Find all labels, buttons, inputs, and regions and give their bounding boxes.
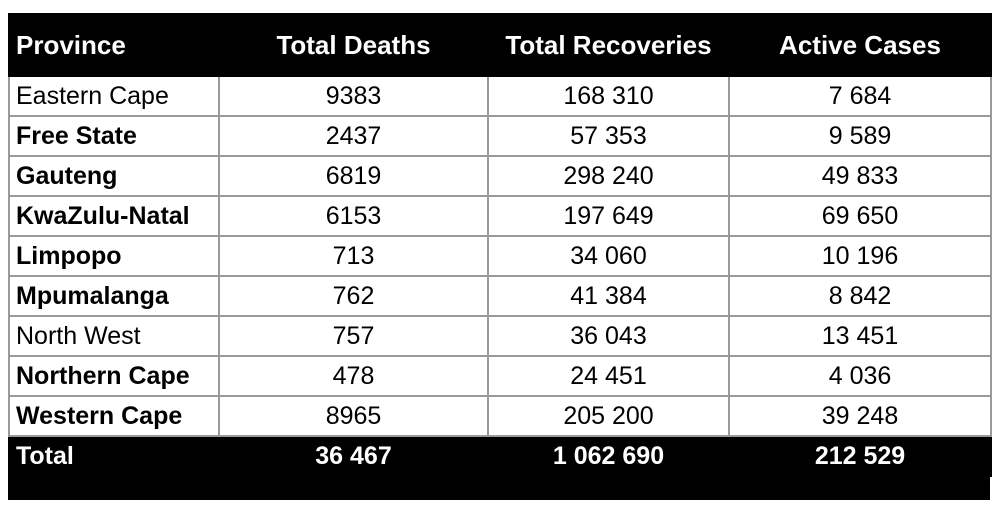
- cell-province: Eastern Cape: [9, 76, 219, 116]
- table-row: [9, 396, 991, 436]
- cell-deaths: 757: [219, 316, 488, 356]
- province-stats-table-container: [8, 13, 990, 500]
- cell-recoveries: 197 649: [488, 196, 729, 236]
- cell-active: 39 248: [729, 396, 991, 436]
- cell-province: Limpopo: [9, 236, 219, 276]
- cell-recoveries: 298 240: [488, 156, 729, 196]
- cell-recoveries: 168 310: [488, 76, 729, 116]
- cell-active: 7 684: [729, 76, 991, 116]
- cell-deaths: 8965: [219, 396, 488, 436]
- table-total-row: [9, 436, 991, 476]
- cell-deaths: 2437: [219, 116, 488, 156]
- total-label: Total: [9, 436, 219, 476]
- cell-province: Northern Cape: [9, 356, 219, 396]
- cell-province: North West: [9, 316, 219, 356]
- cell-province: Western Cape: [9, 396, 219, 436]
- header-active-cases: Active Cases: [729, 14, 991, 76]
- cell-recoveries: 205 200: [488, 396, 729, 436]
- cell-deaths: 9383: [219, 76, 488, 116]
- cell-active: 8 842: [729, 276, 991, 316]
- cell-recoveries: 41 384: [488, 276, 729, 316]
- cell-active: 10 196: [729, 236, 991, 276]
- province-stats-table: [8, 13, 992, 477]
- cell-province: KwaZulu-Natal: [9, 196, 219, 236]
- cell-active: 9 589: [729, 116, 991, 156]
- table-row: [9, 236, 991, 276]
- table-header-row: [9, 14, 991, 76]
- cell-recoveries: 34 060: [488, 236, 729, 276]
- cell-deaths: 478: [219, 356, 488, 396]
- table-row: [9, 76, 991, 116]
- cell-active: 13 451: [729, 316, 991, 356]
- cell-recoveries: 57 353: [488, 116, 729, 156]
- cell-deaths: 6153: [219, 196, 488, 236]
- table-row: [9, 316, 991, 356]
- cell-deaths: 713: [219, 236, 488, 276]
- table-row: [9, 356, 991, 396]
- cell-province: Mpumalanga: [9, 276, 219, 316]
- total-recoveries: 1 062 690: [488, 436, 729, 476]
- header-province: Province: [9, 14, 219, 76]
- cell-recoveries: 24 451: [488, 356, 729, 396]
- cell-deaths: 762: [219, 276, 488, 316]
- table-row: [9, 116, 991, 156]
- cell-province: Gauteng: [9, 156, 219, 196]
- table-row: [9, 276, 991, 316]
- cell-active: 4 036: [729, 356, 991, 396]
- cell-active: 49 833: [729, 156, 991, 196]
- cell-active: 69 650: [729, 196, 991, 236]
- header-total-recoveries: Total Recoveries: [488, 14, 729, 76]
- header-total-deaths: Total Deaths: [219, 14, 488, 76]
- table-row: [9, 196, 991, 236]
- cell-province: Free State: [9, 116, 219, 156]
- cell-recoveries: 36 043: [488, 316, 729, 356]
- cell-deaths: 6819: [219, 156, 488, 196]
- total-active: 212 529: [729, 436, 991, 476]
- total-deaths: 36 467: [219, 436, 488, 476]
- table-row: [9, 156, 991, 196]
